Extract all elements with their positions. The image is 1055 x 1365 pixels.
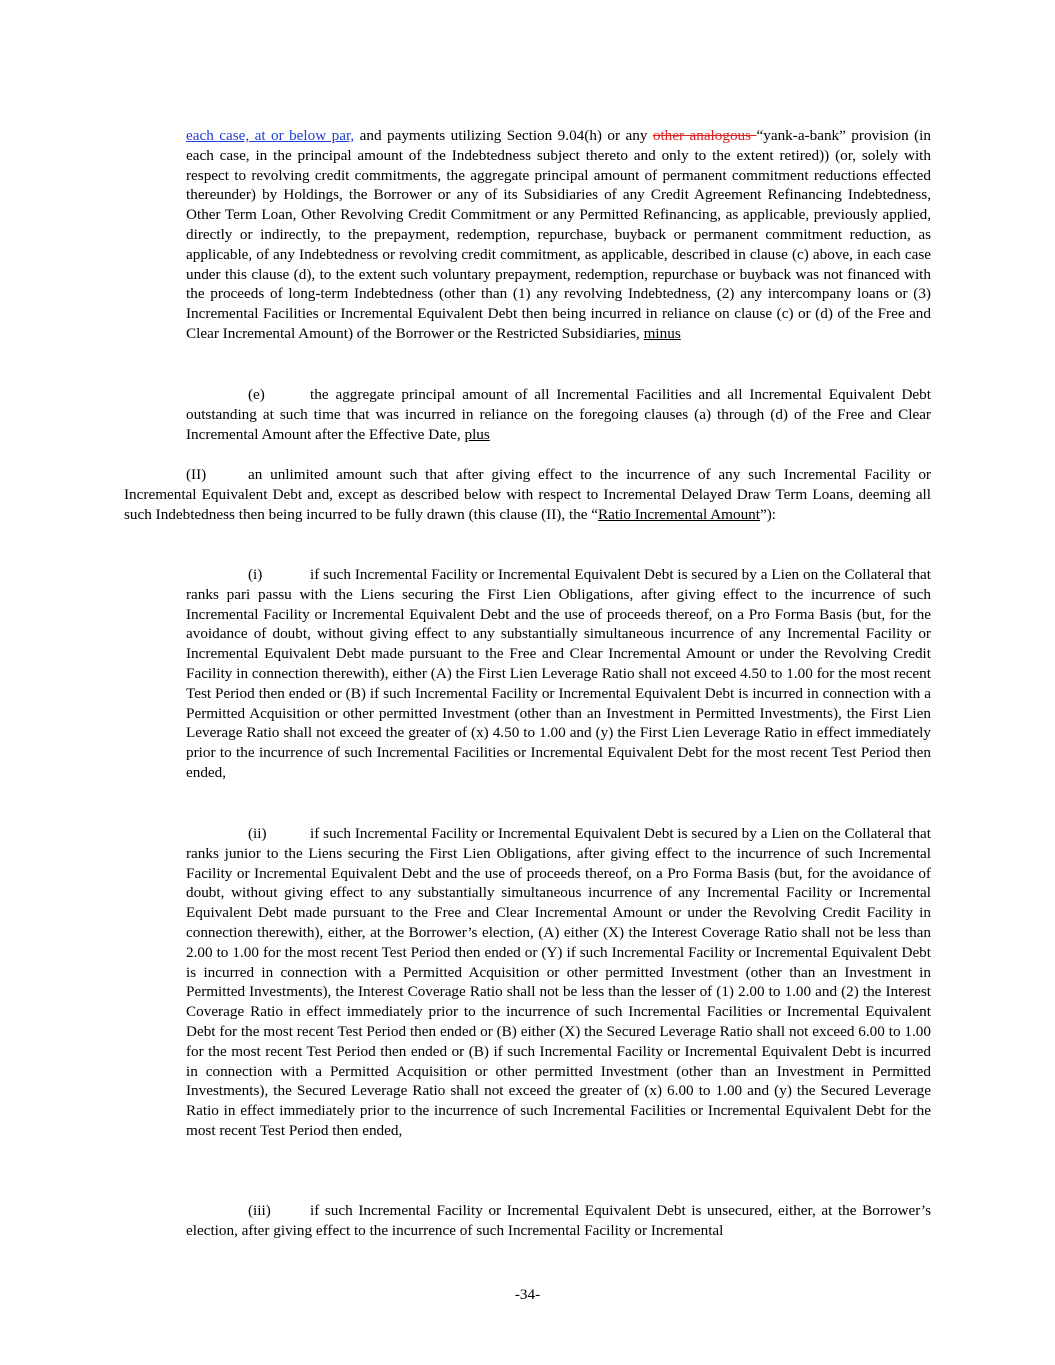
deleted-text: other analogous	[652, 127, 757, 144]
underlined-term: plus	[464, 425, 490, 443]
paragraph-text: if such Incremental Facility or Incremental Equivalent Debt is secured by a Lien on the Collateral that ranks pari passu with the Liens securing the First Lien Obligations, after giving effect to the incurrence of such Incremental Facility or Incremental Equivalent Debt and the use of proceeds thereof, on a Pro Forma Basis (but, for the avoidance of doubt, without giving effect to any substantially simultaneous incurrence of any Incremental Facility or Incremental Equivalent Debt made pursuant to the Free and Clear Incremental Amount or under the Revolving Credit Facility in connection therewith), either (A) the First Lien Leverage Ratio shall not exceed 4.50 to 1.00 for the most recent Test Period then ended or (B) if such Incremental Facility or Incremental Equivalent Debt is incurred in connection with a Permitted Acquisition or other permitted Investment (other than an Investment in Permitted Investments), the First Lien Leverage Ratio shall not exceed the greater of (x) 4.50 to 1.00 and (y) the First Lien Leverage Ratio in effect immediately prior to the incurrence of such Incremental Facilities or Incremental Equivalent Debt for the most recent Test Period then ended,	[186, 566, 931, 781]
paragraph-i	[186, 565, 931, 783]
clause-label: (e)	[248, 386, 265, 403]
paragraph-text: if such Incremental Facility or Incremental Equivalent Debt is secured by a Lien on the Collateral that ranks junior to the Liens securing the First Lien Obligations, after giving effect to the incurrence of such Incremental Facility or Incremental Equivalent Debt and the use of proceeds thereof, on a Pro Forma Basis (but, for the avoidance of doubt, without giving effect to any substantially simultaneous incurrence of any Incremental Facility or Incremental Equivalent Debt made pursuant to the Free and Clear Incremental Amount or under the Revolving Credit Facility in connection therewith), either, at the Borrower’s election, (A) either (X) the Interest Coverage Ratio shall not be less than 2.00 to 1.00 for the most recent Test Period then ended or (Y) if such Incremental Facility or Incremental Equivalent Debt is incurred in connection with a Permitted Acquisition or other permitted Investment (other than an Investment in Permitted Investments), the Interest Coverage Ratio shall not be less than the lesser of (1) 2.00 to 1.00 and (2) the Interest Coverage Ratio in effect immediately prior to the incurrence of such Incremental Facilities or Incremental Equivalent Debt for the most recent Test Period then ended or (B) either (X) the Secured Leverage Ratio shall not exceed 6.00 to 1.00 for the most recent Test Period then ended or (B) if such Incremental Facility or Incremental Equivalent Debt is incurred in connection with a Permitted Acquisition or other permitted Investment (other than an Investment in Permitted Investments), the Secured Leverage Ratio shall not exceed the greater of (x) 6.00 to 1.00 and (y) the Secured Leverage Ratio in effect immediately prior to the incurrence of such Incremental Facilities or Incremental Equivalent Debt for the most recent Test Period then ended,	[186, 825, 931, 1139]
inserted-text: each case, at or below par,	[186, 127, 355, 144]
paragraph-iii	[186, 1201, 931, 1241]
defined-term: Ratio Incremental Amount	[598, 505, 760, 523]
paragraph-text: if such Incremental Facility or Incremental Equivalent Debt is unsecured, either, at the Borrower’s election, after giving effect to the incurrence of such Incremental Facility or Incremental	[186, 1202, 931, 1239]
paragraph-text: an unlimited amount such that after giving effect to the incurrence of any such Incremental Facility or Incremental Equivalent Debt and, except as described below with respect to Incremental Delayed Draw Term Loans, deeming all such Indebtedness then being incurred to be fully drawn (this clause (II), the “	[124, 466, 931, 523]
clause-label: (II)	[186, 466, 207, 483]
paragraph-text: “yank-a-bank” provision (in each case, in the principal amount of the Indebtedness subject thereto and only to the extent retired)) (or, solely with respect to revolving credit commitments, the aggregate principal amount of permanent commitment reductions effected thereunder) by Holdings, the Borrower or any of its Subsidiaries of any Credit Agreement Refinancing Indebtedness, Other Term Loan, Other Revolving Credit Commitment or any Permitted Refinancing, as applicable, previously applied, directly or indirectly, to the prepayment, redemption, repurchase, buyback or permanent commitment reduction, as applicable, of any Indebtedness or revolving credit commitment, as applicable, described in clause (c) above, in each case under this clause (d), to the extent such voluntary prepayment, redemption, repurchase or buyback was not financed with the proceeds of long-term Indebtedness (other than (1) any revolving Indebtedness, (2) any intercompany loans or (3) Incremental Facilities or Incremental Equivalent Debt then being incurred in reliance on clause (c) or (d) of the Free and Clear Incremental Amount) of the Borrower or the Restricted Subsidiaries,	[186, 127, 931, 342]
clause-label: (iii)	[248, 1202, 271, 1219]
paragraph-II	[124, 465, 931, 524]
paragraph-text: the aggregate principal amount of all Incremental Facilities and all Incremental Equivalent Debt outstanding at such time that was incurred in reliance on the foregoing clauses (a) through (d) of the Free and Clear Incremental Amount after the Effective Date,	[186, 386, 931, 443]
paragraph-text: and payments utilizing Section 9.04(h) or any	[354, 127, 653, 144]
paragraph-ii	[186, 824, 931, 1141]
page-number: -34-	[514, 1286, 541, 1303]
clause-label: (ii)	[248, 825, 267, 842]
paragraph-d-continued	[186, 126, 931, 344]
paragraph-e	[186, 385, 931, 444]
clause-label: (i)	[248, 566, 263, 583]
paragraph-text: ”):	[760, 505, 777, 523]
underlined-term: minus	[643, 324, 681, 342]
